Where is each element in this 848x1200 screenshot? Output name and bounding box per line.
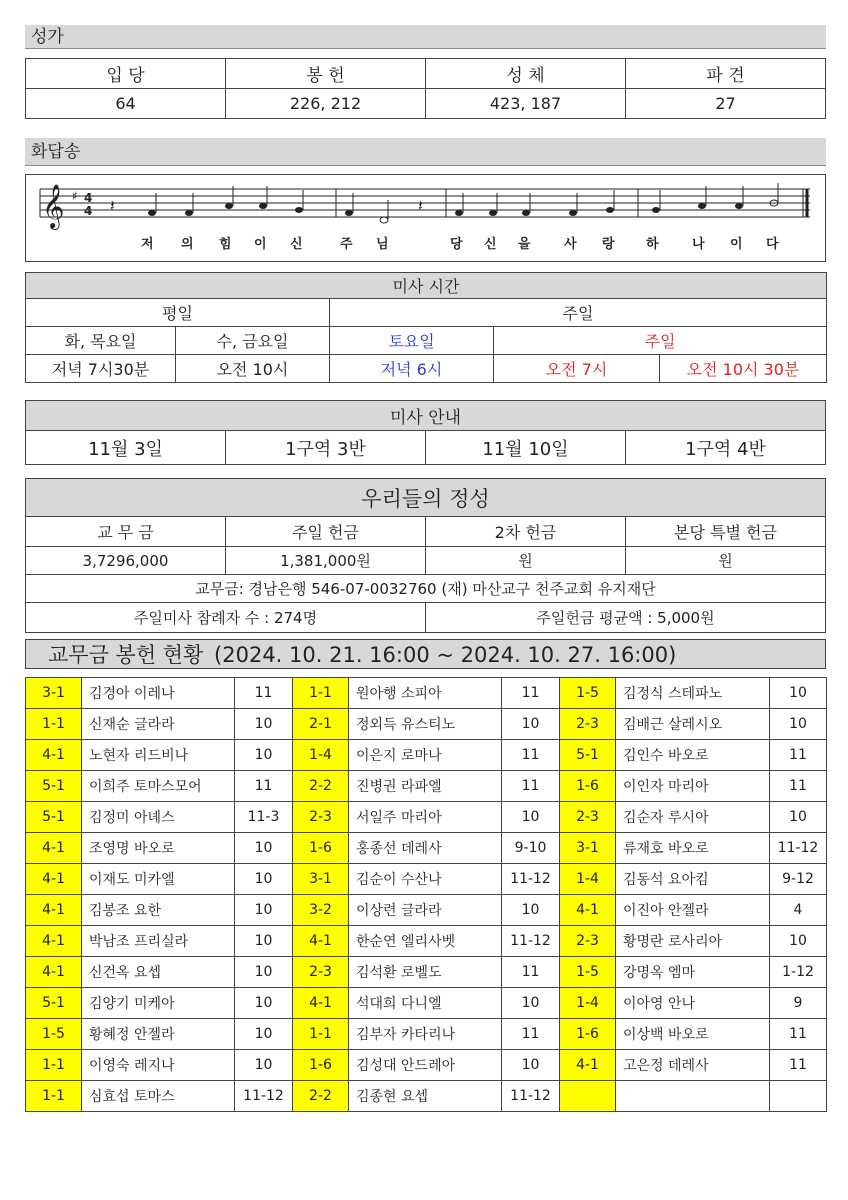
member-name-cell: 이진아 안젤라 (616, 895, 770, 926)
district-cell: 1-6 (560, 771, 616, 802)
wed-fri-header: 수, 금요일 (176, 327, 330, 355)
months-cell: 11 (502, 740, 560, 771)
member-name-cell: 이상백 바오로 (616, 1019, 770, 1050)
member-name-cell: 고은정 데레사 (616, 1050, 770, 1081)
lyric-syllable: 주 (340, 237, 353, 252)
special-offering-header: 본당 특별 헌금 (626, 517, 826, 547)
district-cell: 2-1 (293, 709, 349, 740)
member-name-cell: 원아행 소피아 (349, 678, 502, 709)
guide-date-2: 11월 10일 (426, 431, 626, 465)
district-cell: 2-3 (293, 802, 349, 833)
months-cell: 10 (235, 988, 293, 1019)
tue-thu-time: 저녁 7시30분 (26, 355, 176, 383)
lyric-syllable: 이 (254, 237, 267, 252)
table-row (26, 1081, 827, 1112)
months-cell: 10 (235, 1019, 293, 1050)
svg-text:𝄽: 𝄽 (418, 196, 423, 215)
lyric-syllable: 저 (141, 237, 154, 252)
member-name-cell: 김성대 안드레아 (349, 1050, 502, 1081)
mass-time-table (25, 272, 827, 383)
member-name-cell: 이은지 로마나 (349, 740, 502, 771)
district-cell: 1-1 (293, 678, 349, 709)
mass-guide-table (25, 400, 826, 465)
district-cell: 4-1 (26, 864, 82, 895)
communion-header: 성 체 (426, 59, 626, 89)
district-cell: 3-2 (293, 895, 349, 926)
months-cell: 11 (770, 1019, 827, 1050)
offerings-table (25, 478, 826, 633)
lyric-syllable: 나 (692, 237, 705, 252)
months-cell: 11 (235, 678, 293, 709)
offertory-value: 226, 212 (226, 89, 426, 119)
sacraments-table (25, 58, 826, 119)
district-cell: 5-1 (26, 771, 82, 802)
member-name-cell: 이인자 마리아 (616, 771, 770, 802)
member-name-cell: 김순자 루시아 (616, 802, 770, 833)
dues-header: 교 무 금 (26, 517, 226, 547)
dismissal-header: 파 견 (626, 59, 826, 89)
member-name-cell: 홍종선 데레사 (349, 833, 502, 864)
member-name-cell: 서일주 마리아 (349, 802, 502, 833)
district-cell: 4-1 (26, 957, 82, 988)
lyric-syllable: 다 (766, 237, 779, 252)
offertory-header: 봉 헌 (226, 59, 426, 89)
music-score (25, 174, 826, 262)
lyric-syllable: 의 (181, 237, 194, 252)
lyric-syllable: 힘 (219, 237, 232, 252)
district-cell: 4-1 (293, 988, 349, 1019)
member-name-cell: 류재호 바오로 (616, 833, 770, 864)
dues-list-table (25, 677, 827, 1112)
bank-account: 교무금: 경남은행 546-07-0032760 (재) 마산교구 천주교회 유지재단 (26, 575, 826, 603)
district-cell: 4-1 (26, 740, 82, 771)
member-name-cell: 신건옥 요셉 (82, 957, 235, 988)
member-name-cell (616, 1081, 770, 1112)
svg-text:4: 4 (84, 191, 93, 205)
member-name-cell: 김정미 아녜스 (82, 802, 235, 833)
months-cell: 10 (235, 740, 293, 771)
member-name-cell: 황혜정 안젤라 (82, 1019, 235, 1050)
sunday-mass-header: 주일 (494, 327, 827, 355)
dues-value: 3,7296,000 (26, 547, 226, 575)
sunday-offering-value: 1,381,000원 (226, 547, 426, 575)
average-offering: 주일헌금 평균액 : 5,000원 (426, 603, 826, 633)
district-cell: 1-6 (293, 1050, 349, 1081)
table-row (26, 926, 827, 957)
district-cell: 1-4 (293, 740, 349, 771)
member-name-cell: 김경아 이레나 (82, 678, 235, 709)
district-cell: 2-3 (560, 802, 616, 833)
sunday-early-time: 오전 7시 (494, 355, 660, 383)
member-name-cell: 김배근 살레시오 (616, 709, 770, 740)
member-name-cell: 심효섭 토마스 (82, 1081, 235, 1112)
lyric-syllable: 신 (290, 237, 303, 252)
communion-value: 423, 187 (426, 89, 626, 119)
months-cell: 11-12 (770, 833, 827, 864)
dues-status-period: (2024. 10. 21. 16:00 ~ 2024. 10. 27. 16:00) (214, 643, 677, 667)
district-cell: 1-4 (560, 988, 616, 1019)
svg-text:♯: ♯ (72, 189, 78, 203)
months-cell: 11 (502, 771, 560, 802)
months-cell: 11 (770, 740, 827, 771)
mass-guide-title: 미사 안내 (26, 401, 826, 431)
district-cell: 3-1 (560, 833, 616, 864)
member-name-cell: 조영명 바오로 (82, 833, 235, 864)
lyric-syllable: 님 (376, 237, 389, 252)
member-name-cell: 이희주 토마스모어 (82, 771, 235, 802)
months-cell: 11-3 (235, 802, 293, 833)
dismissal-value: 27 (626, 89, 826, 119)
months-cell: 10 (770, 709, 827, 740)
district-cell: 4-1 (26, 895, 82, 926)
months-cell: 9 (770, 988, 827, 1019)
member-name-cell: 김석환 로벨도 (349, 957, 502, 988)
months-cell: 10 (502, 709, 560, 740)
months-cell: 11 (502, 678, 560, 709)
weekday-header: 평일 (26, 299, 330, 327)
entrance-header: 입 당 (26, 59, 226, 89)
months-cell: 10 (770, 802, 827, 833)
lyric-syllable: 하 (646, 237, 659, 252)
district-cell: 4-1 (293, 926, 349, 957)
months-cell: 1-12 (770, 957, 827, 988)
months-cell: 10 (235, 1050, 293, 1081)
member-name-cell: 정외득 유스티노 (349, 709, 502, 740)
special-offering-value: 원 (626, 547, 826, 575)
table-row (26, 864, 827, 895)
sunday-offering-header: 주일 헌금 (226, 517, 426, 547)
district-cell: 1-6 (293, 833, 349, 864)
table-row (26, 1019, 827, 1050)
sunday-late-time: 오전 10시 30분 (660, 355, 827, 383)
months-cell: 11 (502, 957, 560, 988)
months-cell (770, 1081, 827, 1112)
months-cell: 11 (770, 771, 827, 802)
member-name-cell: 박남조 프리실라 (82, 926, 235, 957)
district-cell (560, 1081, 616, 1112)
district-cell: 5-1 (26, 988, 82, 1019)
member-name-cell: 진병권 라파엘 (349, 771, 502, 802)
district-cell: 1-1 (26, 1050, 82, 1081)
svg-text:𝄽: 𝄽 (110, 196, 115, 215)
member-name-cell: 이아영 안나 (616, 988, 770, 1019)
district-cell: 5-1 (560, 740, 616, 771)
svg-text:𝄞: 𝄞 (42, 184, 65, 228)
mass-time-title: 미사 시간 (26, 273, 827, 299)
months-cell: 11 (502, 1019, 560, 1050)
district-cell: 4-1 (560, 895, 616, 926)
months-cell: 10 (502, 802, 560, 833)
district-cell: 1-1 (26, 1081, 82, 1112)
months-cell: 11 (770, 1050, 827, 1081)
table-row (26, 771, 827, 802)
months-cell: 4 (770, 895, 827, 926)
sacraments-title: 성가 (25, 25, 826, 49)
response-title: 화답송 (25, 138, 826, 166)
entrance-value: 64 (26, 89, 226, 119)
months-cell: 10 (235, 709, 293, 740)
member-name-cell: 김봉조 요한 (82, 895, 235, 926)
months-cell: 11-12 (502, 864, 560, 895)
member-name-cell: 신재순 글라라 (82, 709, 235, 740)
months-cell: 10 (502, 895, 560, 926)
district-cell: 2-2 (293, 771, 349, 802)
months-cell: 9-12 (770, 864, 827, 895)
district-cell: 1-5 (26, 1019, 82, 1050)
offerings-title: 우리들의 정성 (26, 479, 826, 517)
months-cell: 10 (235, 895, 293, 926)
member-name-cell: 김부자 카타리나 (349, 1019, 502, 1050)
months-cell: 11-12 (502, 1081, 560, 1112)
district-cell: 2-3 (560, 926, 616, 957)
months-cell: 10 (502, 1050, 560, 1081)
saturday-header: 토요일 (330, 327, 494, 355)
months-cell: 10 (235, 833, 293, 864)
months-cell: 10 (235, 864, 293, 895)
lyric-syllable: 사 (564, 237, 577, 252)
member-name-cell: 김인수 바오로 (616, 740, 770, 771)
lyric-syllable: 신 (484, 237, 497, 252)
district-cell: 2-2 (293, 1081, 349, 1112)
months-cell: 9-10 (502, 833, 560, 864)
table-row (26, 833, 827, 864)
guide-date-1: 11월 3일 (26, 431, 226, 465)
tue-thu-header: 화, 목요일 (26, 327, 176, 355)
member-name-cell: 이영숙 레지나 (82, 1050, 235, 1081)
sunday-header: 주일 (330, 299, 827, 327)
member-name-cell: 한순연 엘리사벳 (349, 926, 502, 957)
table-row (26, 678, 827, 709)
months-cell: 10 (770, 926, 827, 957)
months-cell: 10 (502, 988, 560, 1019)
dues-status-title: 교무금 봉헌 현황 (48, 643, 204, 667)
months-cell: 11-12 (235, 1081, 293, 1112)
member-name-cell: 황명란 로사리아 (616, 926, 770, 957)
member-name-cell: 김종현 요셉 (349, 1081, 502, 1112)
member-name-cell: 김정식 스테파노 (616, 678, 770, 709)
district-cell: 1-4 (560, 864, 616, 895)
table-row (26, 988, 827, 1019)
lyric-syllable: 을 (518, 237, 531, 252)
table-row (26, 709, 827, 740)
member-name-cell: 김동석 요아킴 (616, 864, 770, 895)
district-cell: 3-1 (293, 864, 349, 895)
table-row (26, 957, 827, 988)
saturday-time: 저녁 6시 (330, 355, 494, 383)
months-cell: 10 (235, 926, 293, 957)
member-name-cell: 강명옥 엠마 (616, 957, 770, 988)
district-cell: 1-1 (26, 709, 82, 740)
member-name-cell: 김양기 미케아 (82, 988, 235, 1019)
member-name-cell: 이재도 미카엘 (82, 864, 235, 895)
months-cell: 11-12 (502, 926, 560, 957)
district-cell: 4-1 (560, 1050, 616, 1081)
district-cell: 1-5 (560, 678, 616, 709)
district-cell: 4-1 (26, 833, 82, 864)
lyric-syllable: 당 (450, 237, 463, 252)
attendance-count: 주일미사 참례자 수 : 274명 (26, 603, 426, 633)
staff-svg (26, 179, 825, 235)
dues-status-header (25, 639, 826, 669)
table-row (26, 740, 827, 771)
district-cell: 3-1 (26, 678, 82, 709)
district-cell: 1-6 (560, 1019, 616, 1050)
district-cell: 2-3 (560, 709, 616, 740)
district-cell: 5-1 (26, 802, 82, 833)
months-cell: 10 (770, 678, 827, 709)
svg-text:4: 4 (84, 204, 93, 218)
table-row (26, 1050, 827, 1081)
lyric-syllable: 이 (730, 237, 743, 252)
guide-group-2: 1구역 4반 (626, 431, 826, 465)
district-cell: 2-3 (293, 957, 349, 988)
table-row (26, 895, 827, 926)
member-name-cell: 석대희 다니엘 (349, 988, 502, 1019)
months-cell: 10 (235, 957, 293, 988)
member-name-cell: 이상련 글라라 (349, 895, 502, 926)
district-cell: 1-1 (293, 1019, 349, 1050)
member-name-cell: 노현자 리드비나 (82, 740, 235, 771)
wed-fri-time: 오전 10시 (176, 355, 330, 383)
district-cell: 1-5 (560, 957, 616, 988)
second-collection-header: 2차 헌금 (426, 517, 626, 547)
lyric-syllable: 랑 (602, 237, 615, 252)
district-cell: 4-1 (26, 926, 82, 957)
guide-group-1: 1구역 3반 (226, 431, 426, 465)
member-name-cell: 김순이 수산나 (349, 864, 502, 895)
months-cell: 11 (235, 771, 293, 802)
second-collection-value: 원 (426, 547, 626, 575)
table-row (26, 802, 827, 833)
